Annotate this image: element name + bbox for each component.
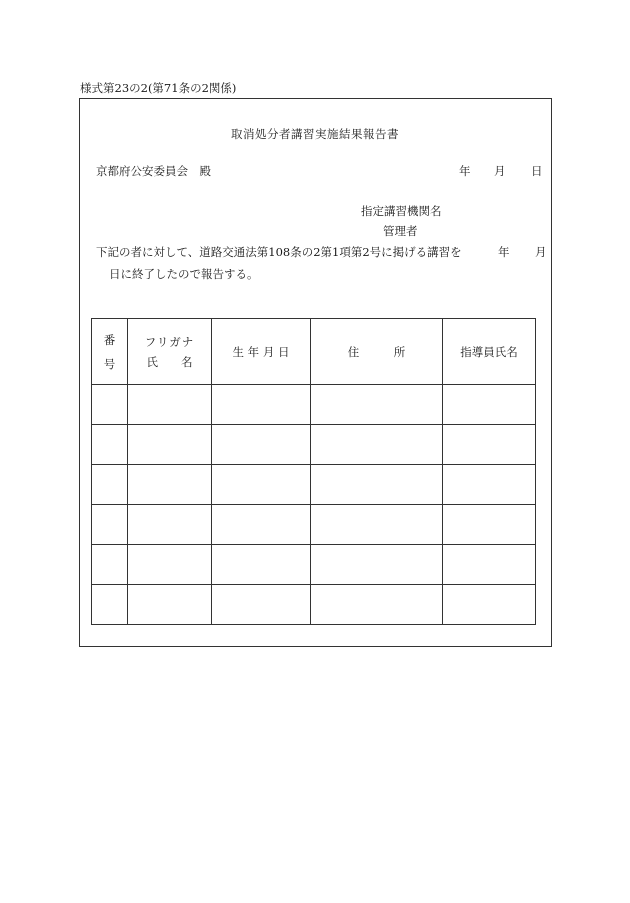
cell-birthdate[interactable] [212, 425, 311, 465]
body-text-line1: 下記の者に対して、道路交通法第108条の2第1項第2号に掲げる講習を [96, 245, 462, 259]
body-year-label: 年 [498, 245, 510, 259]
body-month-label: 月 [535, 245, 547, 259]
header-number [92, 319, 128, 385]
cell-name[interactable] [128, 385, 212, 425]
document-title: 取消処分者講習実施結果報告書 [231, 127, 399, 141]
header-address: 住 所 [311, 319, 443, 385]
date-year-label: 年 [459, 164, 471, 178]
table-row [92, 465, 536, 505]
cell-number[interactable] [92, 545, 128, 585]
form-number-label: 様式第23の2(第71条の2関係) [80, 81, 237, 95]
cell-birthdate[interactable] [212, 465, 311, 505]
cell-birthdate[interactable] [212, 545, 311, 585]
table-row [92, 545, 536, 585]
cell-address[interactable] [311, 465, 443, 505]
cell-birthdate[interactable] [212, 585, 311, 625]
cell-number[interactable] [92, 425, 128, 465]
header-name: 氏 名 [146, 354, 193, 369]
date-month-label: 月 [494, 164, 506, 178]
cell-instructor[interactable] [443, 465, 536, 505]
cell-number[interactable] [92, 385, 128, 425]
header-number-bottom: 号 [103, 356, 116, 371]
addressee: 京都府公安委員会 殿 [96, 164, 211, 178]
cell-instructor[interactable] [443, 505, 536, 545]
date-day-label: 日 [531, 164, 543, 178]
table-header-row [92, 319, 536, 385]
cell-address[interactable] [311, 585, 443, 625]
body-text-line2: 日に終了したので報告する。 [109, 267, 259, 281]
manager-label: 管理者 [383, 224, 418, 238]
cell-name[interactable] [128, 465, 212, 505]
cell-birthdate[interactable] [212, 505, 311, 545]
cell-birthdate[interactable] [212, 385, 311, 425]
header-number-top: 番 [103, 332, 116, 347]
participant-table [91, 318, 536, 625]
cell-name[interactable] [128, 545, 212, 585]
cell-name[interactable] [128, 425, 212, 465]
table-row [92, 505, 536, 545]
cell-number[interactable] [92, 465, 128, 505]
header-birthdate: 生 年 月 日 [212, 319, 311, 385]
header-furigana-name [128, 319, 212, 385]
cell-address[interactable] [311, 545, 443, 585]
cell-address[interactable] [311, 505, 443, 545]
cell-address[interactable] [311, 385, 443, 425]
header-furigana: フリガナ [144, 334, 195, 349]
institution-name-label: 指定講習機関名 [361, 204, 442, 218]
cell-number[interactable] [92, 505, 128, 545]
table-row [92, 585, 536, 625]
cell-number[interactable] [92, 585, 128, 625]
cell-instructor[interactable] [443, 425, 536, 465]
table-row [92, 425, 536, 465]
cell-instructor[interactable] [443, 585, 536, 625]
cell-instructor[interactable] [443, 545, 536, 585]
table-row [92, 385, 536, 425]
cell-name[interactable] [128, 505, 212, 545]
cell-name[interactable] [128, 585, 212, 625]
cell-address[interactable] [311, 425, 443, 465]
cell-instructor[interactable] [443, 385, 536, 425]
header-instructor: 指導員氏名 [443, 319, 536, 385]
